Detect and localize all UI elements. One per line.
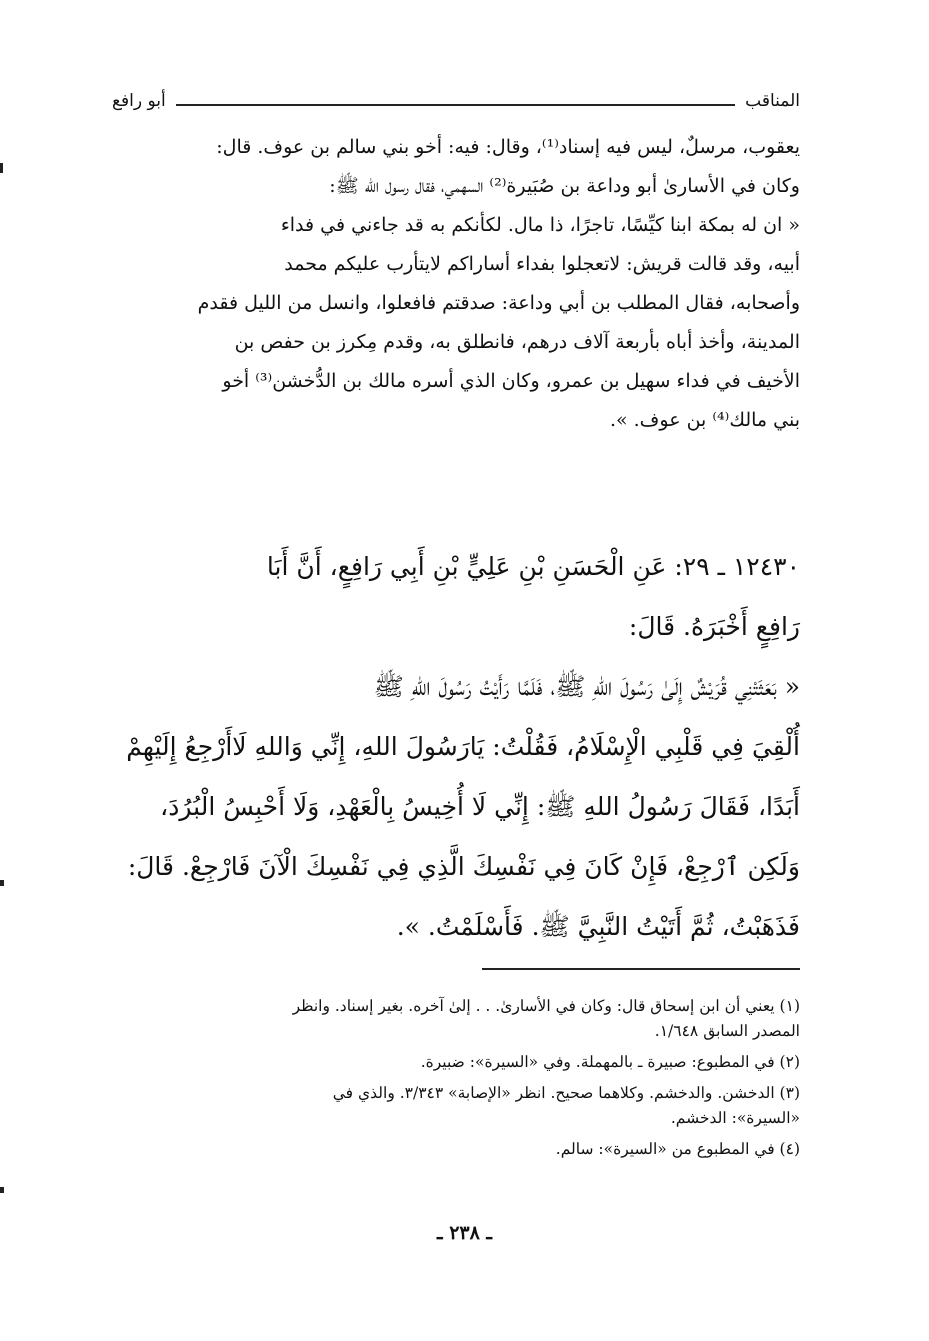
hadith-line: وَلَكِن ٱرْجِعْ، فَإِنْ كَانَ فِي نَفْسِكَ الَّذِي فِي نَفْسِكَ الْآنَ فَارْجِعْ. قَالَ: xyxy=(127,852,800,881)
page-number: ـ ٢٣٨ ـ xyxy=(437,1222,492,1244)
hadith-text xyxy=(112,537,800,957)
text-line: وكان في الأسارىٰ أبو وداعة بن صُبَيرة⁽²⁾ السهمي، فقال رسول الله ﷺ: xyxy=(329,175,800,197)
footnote-line: (٤) في المطبوع من «السيرة»: سالم. xyxy=(555,1140,800,1158)
footnotes xyxy=(112,994,800,1162)
header-rule xyxy=(176,104,735,106)
footnote-2 xyxy=(112,1050,800,1075)
hadith-line: أُلْقِيَ فِي قَلْبِي الْإِسْلَامُ، فَقُلْتُ: يَارَسُولَ اللهِ، إِنِّي وَاللهِ لَاأَرْجِعُ إِلَيْهِمْ xyxy=(126,732,800,761)
hadith-heading-line: رَافِعٍ أَخْبَرَهُ. قَالَ: xyxy=(628,612,800,641)
footnote-line: (٢) في المطبوع: صبيرة ـ بالمهملة. وفي «السيرة»: ضبيرة. xyxy=(420,1053,800,1071)
scan-margin-mark xyxy=(0,880,4,886)
text-line: أبيه، وقد قالت قريش: لاتعجلوا بفداء أساراكم لايتأرب عليكم محمد xyxy=(284,253,800,275)
scan-margin-mark xyxy=(0,163,3,173)
text-line: بني مالك⁽⁴⁾ بن عوف. ». xyxy=(609,409,800,431)
text-line: « ان له بمكة ابنا كيِّسًا، تاجرًا، ذا مال. لكأنكم به قد جاءني في فداء xyxy=(280,214,800,236)
footnote-1 xyxy=(112,994,800,1044)
text-line: يعقوب، مرسلٌ، ليس فيه إسناد⁽¹⁾، وقال: فيه: أخو بني سالم بن عوف. قال: xyxy=(216,136,800,158)
footnote-line: «السيرة»: الدخشم. xyxy=(670,1109,800,1127)
header-chapter: المناقب xyxy=(745,91,800,111)
footnote-line: (١) يعني أن ابن إسحاق قال: وكان في الأسارىٰ. . . إلىٰ آخره. بغير إسناد. وانظر xyxy=(292,997,800,1015)
scan-margin-mark xyxy=(0,1187,4,1193)
hadith-line: أَبَدًا، فَقَالَ رَسُولُ اللهِ ﷺ: إِنِّي لَا أُخِيسُ بِالْعَهْدِ، وَلَا أَحْبِسُ الْبُرُدَ، xyxy=(160,792,800,821)
footnote-3 xyxy=(112,1081,800,1131)
text-line: المدينة، وأخذ أباه بأربعة آلاف درهم، فانطلق به، وقدم مِكرز بن حفص بن xyxy=(234,331,800,353)
running-header xyxy=(112,88,800,114)
footnote-line: (٣) الدخشن. والدخشم. وكلاهما صحيح. انظر «الإصابة» ٣/٣٤٣. والذي في xyxy=(332,1084,800,1102)
text-line: وأصحابه، فقال المطلب بن أبي وداعة: صدقتم فافعلوا، وانسل من الليل فقدم xyxy=(197,292,800,314)
previous-entry-text xyxy=(112,128,800,440)
hadith-line: « بَعَثَتْنِي قُرَيْشٌ إِلَىٰ رَسُولَ اللهِ ﷺ، فَلَمَّا رَأَيْتُ رَسُولَ اللهِ ﷺ xyxy=(373,672,800,701)
header-section: أبو رافع xyxy=(112,91,166,111)
hadith-line: فَذَهَبْتُ، ثُمَّ أَتَيْتُ النَّبِيَّ ﷺ. فَأَسْلَمْتُ. ». xyxy=(396,912,800,941)
footnote-4 xyxy=(112,1137,800,1162)
footnote-line: المصدر السابق ١/٦٤٨. xyxy=(654,1022,800,1040)
text-line: الأخيف في فداء سهيل بن عمرو، وكان الذي أسره مالك بن الدُّخشن⁽³⁾ أخو xyxy=(222,370,800,392)
hadith-heading-line: ١٢٤٣٠ ـ ٢٩: عَنِ الْحَسَنِ بْنِ عَلِيٍّ بْنِ أَبِي رَافِعٍ، أَنَّ أَبَا xyxy=(266,552,800,581)
footnote-separator xyxy=(482,968,800,970)
